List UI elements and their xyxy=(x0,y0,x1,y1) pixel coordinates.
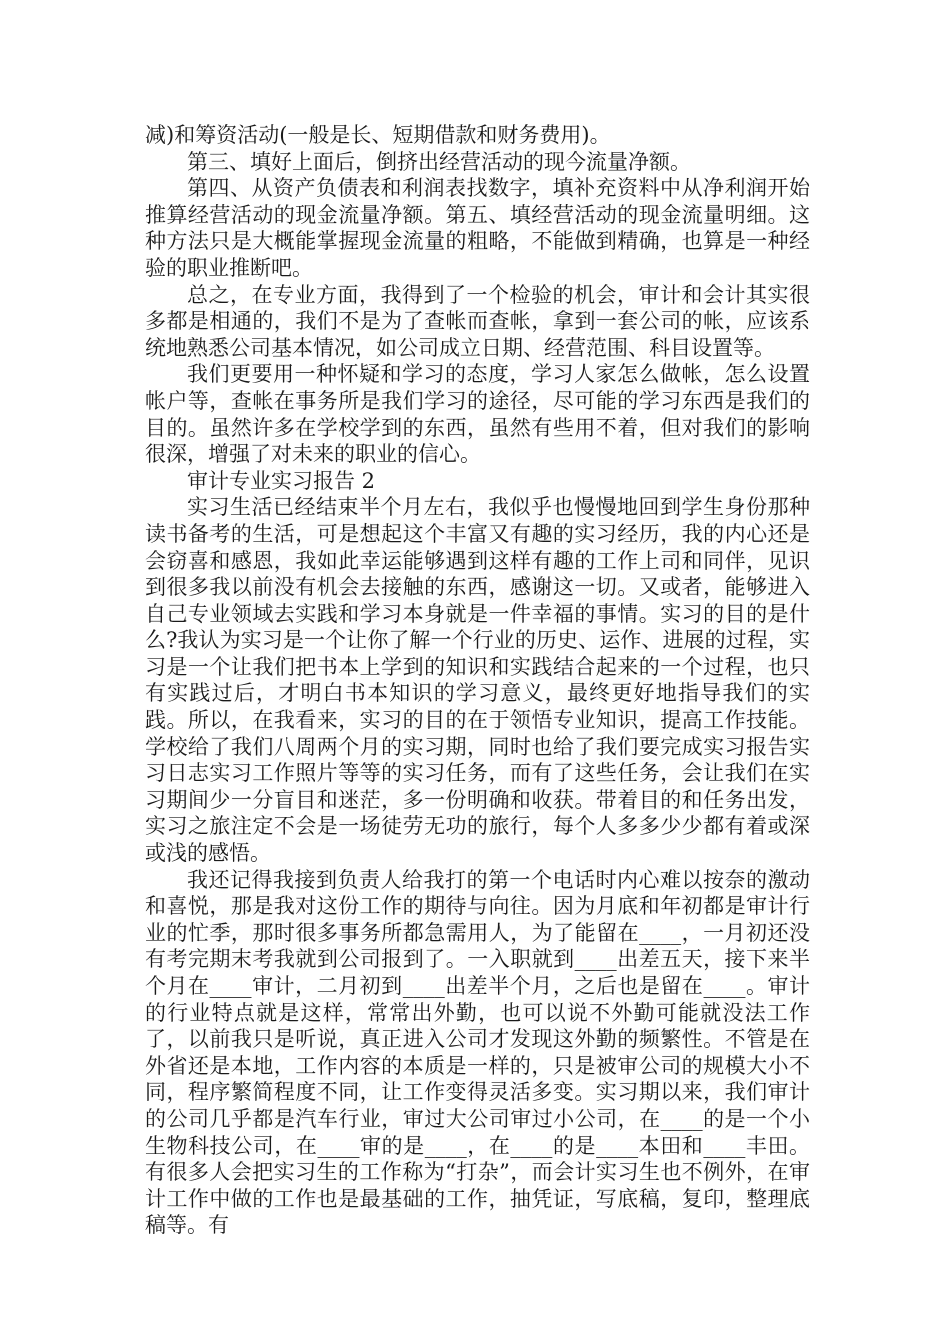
paragraph-attitude: 我们更要用一种怀疑和学习的态度，学习人家怎么做帐，怎么设置帐户等，查帐在事务所是我们学习的途径，尽可能的学习东西是我们的目的。虽然许多在学校学到的东西，虽然有些用不着，但对我们的影响很深，增强了对未来的职业的信心。 xyxy=(145,362,810,467)
paragraph-summary: 总之，在专业方面，我得到了一个检验的机会，审计和会计其实很多都是相通的，我们不是为了查帐而查帐，拿到一套公司的帐，应该系统地熟悉公司基本情况，如公司成立日期、经营范围、科目设置等。 xyxy=(145,282,810,360)
paragraph-step-four-five: 第四、从资产负债表和利润表找数字，填补充资料中从净利润开始推算经营活动的现金流量净额。第五、填经营活动的现金流量明细。这种方法只是大概能掌握现金流量的粗略，不能做到精确，也算是一种经验的职业推断吧。 xyxy=(145,176,810,280)
section-heading: 审计专业实习报告 2 xyxy=(187,468,376,493)
paragraph-cash-flow-continued: 减)和筹资活动(一般是长、短期借款和财务费用)。 xyxy=(145,123,611,147)
paragraph-first-call: 我还记得我接到负责人给我打的第一个电话时内心难以按奈的激动和喜悦，那是我对这份工作的期待与向往。因为月底和年初都是审计行业的忙季，那时很多事务所都急需用人，为了能留在____，一月初还没有考完期末考我就到公司报到了。一入职就到____出差五天，接下来半个月在____审计，二月初到____出差半个月，之后也是留在____。审计的行业特点就是这样，常常出外勤，也可以说不外勤可能就没法工作了，以前我只是听说，真正进入公司才发现这外勤的频繁性。不管是在外省还是本地，工作内容的本质是一样的，只是被审公司的规模大小不同，程序繁简程度不同，让工作变得灵活多变。实习期以来，我们审计的公司几乎都是汽车行业，审过大公司审过小公司，在____的是一个小生物科技公司，在____审的是____，在____的是____本田和____丰田。有很多人会把实习生的工作称为“打杂”，而会计实习生也不例外，在审计工作中做的工作也是最基础的工作，抽凭证，写底稿，复印，整理底稿等。有 xyxy=(145,867,810,1238)
document-page xyxy=(145,122,810,1239)
paragraph-step-three: 第三、填好上面后，倒挤出经营活动的现今流量净额。 xyxy=(187,149,691,174)
paragraph-internship-reflection: 实习生活已经结束半个月左右，我似乎也慢慢地回到学生身份那种读书备考的生活，可是想起这个丰富又有趣的实习经历，我的内心还是会窃喜和感恩，我如此幸运能够遇到这样有趣的工作上司和同伴，见识到很多我以前没有机会去接触的东西，感谢这一切。又或者，能够进入自己专业领域去实践和学习本身就是一件幸福的事情。实习的目的是什么?我认为实习是一个让你了解一个行业的历史、运作、进展的过程，实习是一个让我们把书本上学到的知识和实践结合起来的一个过程，也只有实践过后，才明白书本知识的学习意义，最终更好地指导我们的实践。所以，在我看来，实习的目的在于领悟专业知识，提高工作技能。学校给了我们八周两个月的实习期，同时也给了我们要完成实习报告实习日志实习工作照片等等的实习任务，而有了这些任务，会让我们在实习期间少一分盲目和迷茫，多一份明确和收获。带着目的和任务出发，实习之旅注定不会是一场徒劳无功的旅行，每个人多多少少都有着或深或浅的感悟。 xyxy=(145,495,810,866)
